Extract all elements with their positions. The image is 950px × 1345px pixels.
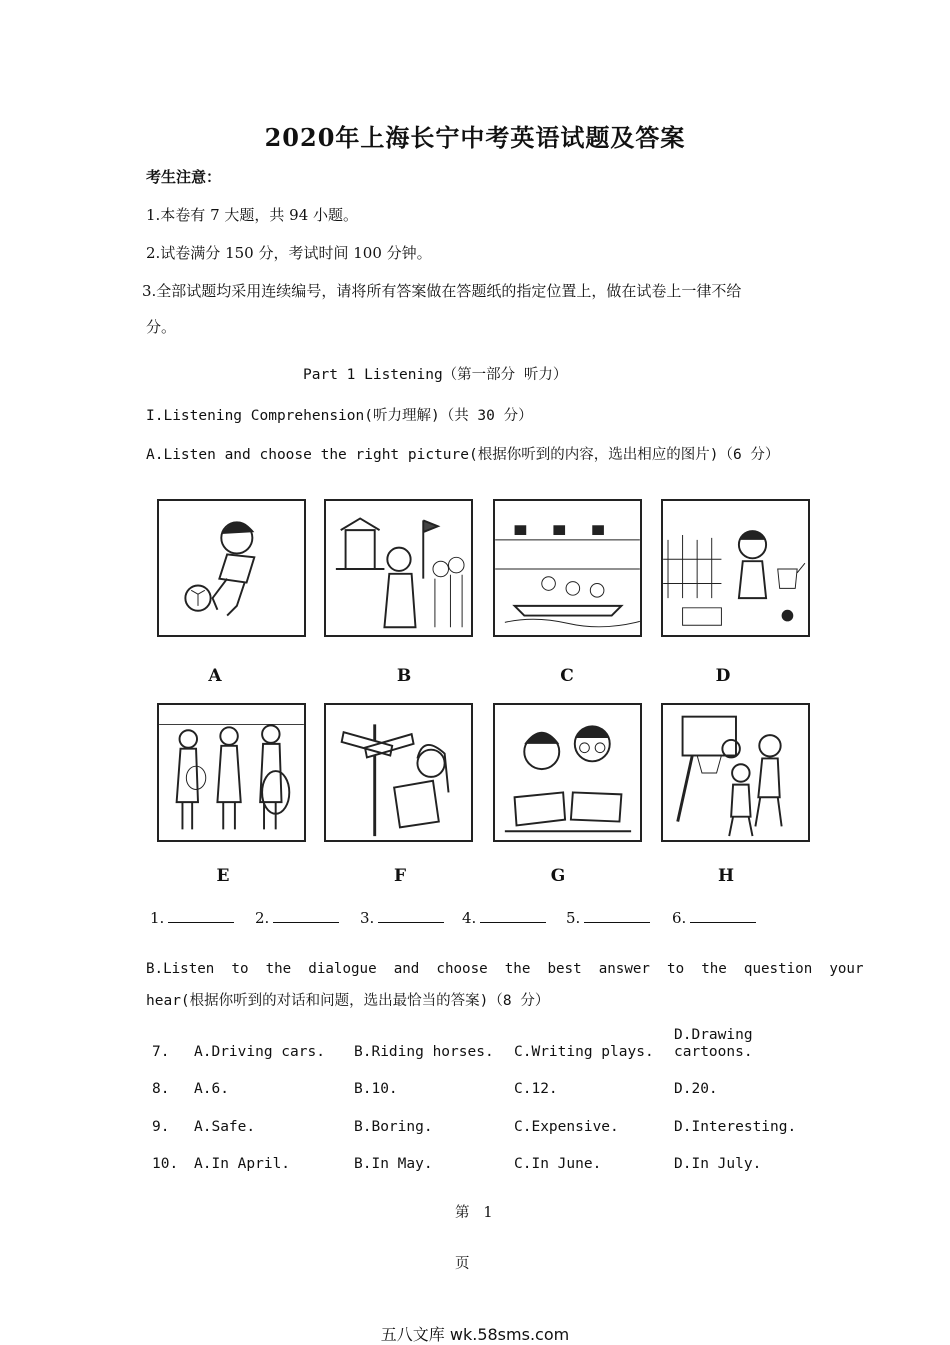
option-c[interactable]: C.Expensive. [514,1119,619,1135]
blank-line[interactable] [273,910,339,923]
part1-heading: Part 1 Listening（第一部分 听力） [303,367,568,383]
option-c[interactable]: C.12. [514,1081,558,1097]
option-d[interactable]: D.In July. [674,1156,762,1172]
blank-line[interactable] [168,910,234,923]
picture-label-d: D [715,666,731,686]
students-reading-books-icon [495,705,640,840]
blank-number: 2. [255,909,270,927]
option-c[interactable]: C.In June. [514,1156,602,1172]
blank-line[interactable] [378,910,444,923]
picture-d [661,499,810,637]
dragon-boat-race-icon [495,501,640,635]
option-d[interactable]: D.20. [674,1081,718,1097]
blank-line[interactable] [584,910,650,923]
picture-b [324,499,473,637]
option-d[interactable]: D.Interesting. [674,1119,797,1135]
boys-playing-basketball-icon [663,705,808,840]
question-number: 8. [152,1081,170,1097]
blank-line[interactable] [480,910,546,923]
question-number: 7. [152,1044,170,1060]
option-c[interactable]: C.Writing plays. [514,1044,654,1060]
option-b[interactable]: B.10. [354,1081,398,1097]
option-d-line1: D.Drawing [674,1027,753,1043]
picture-label-g: G [550,866,566,886]
notice-item: 2.试卷满分 150 分，考试时间 100 分钟。 [146,244,432,262]
picture-label-b: B [396,666,412,686]
page-number-line1: 第 1 [455,1205,493,1221]
option-a[interactable]: A.In April. [194,1156,291,1172]
section-b-instructions-cont: hear(根据你听到的对话和问题，选出最恰当的答案)（8 分） [146,993,550,1009]
notice-item: 3.全部试题均采用连续编号，请将所有答案做在答题纸的指定位置上，做在试卷上一律不给 [142,282,742,300]
picture-a [157,499,306,637]
page-number [455,1171,493,1290]
blank-number: 6. [672,909,687,927]
question-number: 10. [152,1156,179,1172]
page-number-line2: 页 [455,1256,470,1272]
answer-blank-2[interactable] [255,909,339,927]
answer-blank-6[interactable] [672,909,756,927]
tour-guide-with-flag-icon [326,501,471,635]
document-title: 2020年上海长宁中考英语试题及答案 [264,123,686,152]
answer-blank-5[interactable] [566,909,650,927]
answer-blank-4[interactable] [462,909,546,927]
blank-line[interactable] [690,910,756,923]
picture-c [493,499,642,637]
option-a[interactable]: A.Safe. [194,1119,256,1135]
picture-f [324,703,473,842]
answer-blank-3[interactable] [360,909,444,927]
option-b[interactable]: B.Riding horses. [354,1044,494,1060]
option-b[interactable]: B.Boring. [354,1119,433,1135]
option-b[interactable]: B.In May. [354,1156,433,1172]
blank-number: 1. [150,909,165,927]
section-1-heading: I.Listening Comprehension(听力理解)（共 30 分） [146,408,533,424]
picture-g [493,703,642,842]
picture-label-e: E [216,866,230,886]
option-a[interactable]: A.Driving cars. [194,1044,325,1060]
band-playing-music-icon [159,705,304,840]
option-d[interactable] [674,1027,753,1061]
girl-reading-map-icon [326,705,471,840]
blank-number: 4. [462,909,477,927]
footer-watermark: 五八文库 wk.58sms.com [380,1325,570,1344]
notice-heading: 考生注意： [146,168,222,186]
boy-playing-football-icon [159,501,304,635]
picture-label-h: H [717,866,735,886]
picture-e [157,703,306,842]
picture-label-c: C [560,666,574,686]
blank-number: 3. [360,909,375,927]
boy-gardening-icon [663,501,808,635]
question-number: 9. [152,1119,170,1135]
option-a[interactable]: A.6. [194,1081,229,1097]
picture-label-f: F [393,866,407,886]
section-b-instructions: B.Listen to the dialogue and choose the best answer to the question your [146,961,864,977]
notice-item: 1.本卷有 7 大题，共 94 小题。 [146,206,359,224]
notice-item: 分。 [146,318,177,336]
option-d-line2: cartoons. [674,1044,753,1060]
blank-number: 5. [566,909,581,927]
section-a-instructions: A.Listen and choose the right picture(根据你听到的内容，选出相应的图片)（6 分） [146,447,780,463]
picture-label-a: A [208,666,222,686]
picture-h [661,703,810,842]
answer-blank-1[interactable] [150,909,234,927]
